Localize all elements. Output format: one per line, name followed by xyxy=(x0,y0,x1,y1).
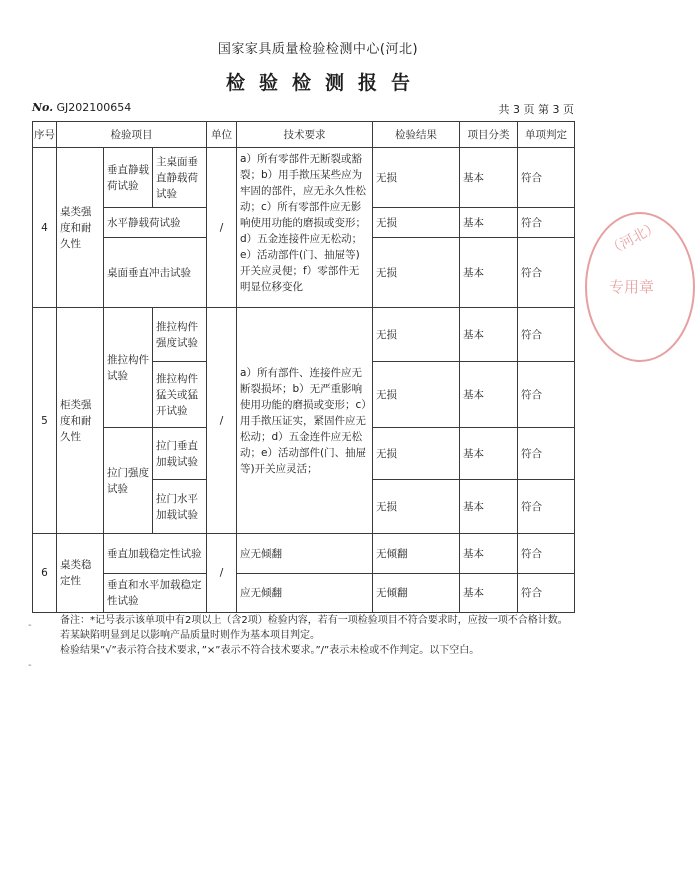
inspection-table xyxy=(32,121,575,613)
detail-item-cell: 拉门垂直加载试验 xyxy=(153,428,207,480)
verdict-cell: 符合 xyxy=(518,428,575,480)
result-cell: 无损 xyxy=(373,308,460,362)
verdict-cell: 符合 xyxy=(518,308,575,362)
result-cell: 无损 xyxy=(373,362,460,428)
seq-cell: 5 xyxy=(33,308,57,534)
sub-item-cell: 推拉构件试验 xyxy=(104,308,153,428)
category-cell: 基本 xyxy=(460,308,518,362)
requirement-cell: 应无倾翻 xyxy=(237,574,373,613)
col-header-verdict: 单项判定 xyxy=(518,122,575,148)
category-cell: 基本 xyxy=(460,238,518,308)
sub-item-cell: 垂直加载稳定性试验 xyxy=(104,534,207,574)
seal-text-top: （河北） xyxy=(604,218,662,260)
detail-item-cell: 拉门水平加载试验 xyxy=(153,480,207,534)
page-count: 共 3 页 第 3 页 xyxy=(498,103,574,116)
unit-cell: / xyxy=(207,534,237,613)
category-cell: 基本 xyxy=(460,574,518,613)
table-row xyxy=(33,534,575,574)
category-cell: 基本 xyxy=(460,148,518,208)
org-name: 国家家具质量检验检测中心(河北) xyxy=(217,42,419,57)
col-header-seq: 序号 xyxy=(33,122,57,148)
result-cell: 无倾翻 xyxy=(373,574,460,613)
category-cell: 基本 xyxy=(460,534,518,574)
table-row xyxy=(33,574,575,613)
table-row xyxy=(33,308,575,362)
requirement-cell: a）所有部件、连接件应无断裂损坏；b）无严重影响使用功能的磨损或变形；c）用手揿压证实，紧固件应无松动；d）五金连件应无松动；e）活动部件(门、抽屉等)开关应灵活； xyxy=(237,308,373,534)
category-cell: 基本 xyxy=(460,428,518,480)
sub-item-cell: 桌面垂直冲击试验 xyxy=(104,238,207,308)
detail-item-cell: 主桌面垂直静载荷试验 xyxy=(153,148,207,208)
group-name-cell: 桌类强度和耐久性 xyxy=(57,148,104,308)
table-row xyxy=(33,148,575,208)
col-header-unit: 单位 xyxy=(207,122,237,148)
detail-item-cell: 推拉构件强度试验 xyxy=(153,308,207,362)
category-cell: 基本 xyxy=(460,208,518,238)
verdict-cell: 符合 xyxy=(518,574,575,613)
category-cell: 基本 xyxy=(460,362,518,428)
result-cell: 无倾翻 xyxy=(373,534,460,574)
unit-cell: / xyxy=(207,148,237,308)
detail-item-cell: 推拉构件猛关或猛开试验 xyxy=(153,362,207,428)
col-header-item: 检验项目 xyxy=(57,122,207,148)
verdict-cell: 符合 xyxy=(518,208,575,238)
report-title: 检验检测报告 xyxy=(225,72,424,94)
verdict-cell: 符合 xyxy=(518,148,575,208)
seq-cell: 4 xyxy=(33,148,57,308)
requirement-cell: a）所有零部件无断裂或豁裂；b）用手揿压某些应为牢固的部件，应无永久性松动；c）所有零部件应无影响使用功能的磨损或变形；d）五金连接件应无松动；e）活动部件(门、抽屉等)开关应灵便；f）零部件无明显位移变化 xyxy=(237,148,373,308)
col-header-requirement: 技术要求 xyxy=(237,122,373,148)
report-number: No. GJ202100654 xyxy=(32,101,132,114)
sub-item-cell: 垂直静载荷试验 xyxy=(104,148,153,208)
requirement-cell: 应无倾翻 xyxy=(237,534,373,574)
sub-item-cell: 垂直和水平加载稳定性试验 xyxy=(104,574,207,613)
result-cell: 无损 xyxy=(373,148,460,208)
group-name-cell: 柜类强度和耐久性 xyxy=(57,308,104,534)
unit-cell: / xyxy=(207,308,237,534)
result-cell: 无损 xyxy=(373,480,460,534)
table-header-row xyxy=(33,122,575,148)
verdict-cell: 符合 xyxy=(518,534,575,574)
result-cell: 无损 xyxy=(373,428,460,480)
official-seal xyxy=(585,212,695,362)
remarks xyxy=(60,613,570,658)
verdict-cell: 符合 xyxy=(518,238,575,308)
sub-item-cell: 水平静载荷试验 xyxy=(104,208,207,238)
remark-line-2: 检验结果”√”表示符合技术要求，”×”表示不符合技术要求。”/”表示未检或不作判定。以下空白。 xyxy=(60,645,480,656)
seq-cell: 6 xyxy=(33,534,57,613)
sub-item-cell: 拉门强度试验 xyxy=(104,428,153,534)
verdict-cell: 符合 xyxy=(518,480,575,534)
seal-text-bottom: 专用章 xyxy=(609,278,655,296)
result-cell: 无损 xyxy=(373,238,460,308)
col-header-category: 项目分类 xyxy=(460,122,518,148)
verdict-cell: 符合 xyxy=(518,362,575,428)
result-cell: 无损 xyxy=(373,208,460,238)
group-name-cell: 桌类稳定性 xyxy=(57,534,104,613)
margin-mark: - xyxy=(28,660,32,671)
margin-mark: - xyxy=(28,620,32,631)
col-header-result: 检验结果 xyxy=(373,122,460,148)
remark-line-1: 备注：*记号表示该单项中有2项以上（含2项）检验内容，若有一项检验项目不符合要求时，应按一项不合格计数。若某缺陷明显到足以影响产品质量时则作为基本项目判定。 xyxy=(60,615,568,641)
category-cell: 基本 xyxy=(460,480,518,534)
